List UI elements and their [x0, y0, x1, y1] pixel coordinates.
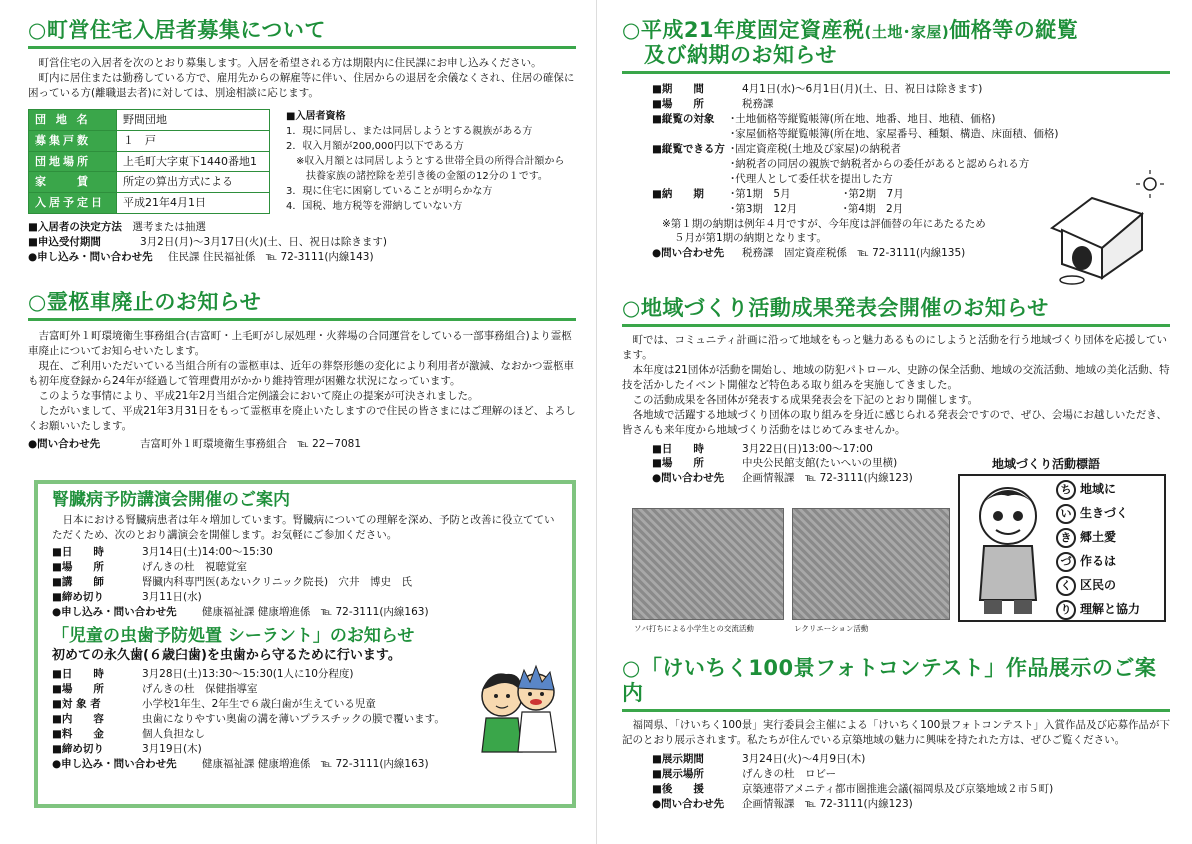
tax-section — [622, 18, 1170, 261]
hearse-section — [28, 290, 576, 451]
row-value: ･代理人として委任状を提出した方 — [730, 172, 893, 185]
table-key: 家 賃 — [29, 172, 117, 193]
row-value: 健康福祉課 健康増進係 ℡ 72-3111(内線163) — [202, 757, 429, 770]
kidney-details — [52, 545, 558, 620]
slogan-line — [1056, 598, 1140, 622]
photo-recreation — [792, 508, 950, 620]
table-key: 団地場所 — [29, 151, 117, 172]
row-value: げんきの杜 保健指導室 — [142, 683, 258, 696]
title-rule — [622, 71, 1170, 74]
row-value: 税務課 — [742, 98, 774, 111]
table-key: 団 地 名 — [29, 109, 117, 130]
paragraph: 現在、ご利用いただいている当組合所有の霊柩車は、近年の葬祭形態の変化により利用者が激減、なおかつ霊柩車も初年度登録から24年が経過して管理費用がかかり維持管理が困難な状況になっています。 — [28, 360, 574, 387]
row-value: 企画情報課 ℡ 72-3111(内線123) — [742, 797, 913, 810]
row-value: 税務課 固定資産税係 ℡ 72-3111(内線135) — [742, 247, 966, 260]
photo-soba — [632, 508, 784, 620]
paragraph: 吉富町外１町環境衛生事務組合(吉富町・上毛町がし尿処理・火葬場の合同運営をしている一部事務組合)より霊柩車廃止についてお知らせいたします。 — [28, 330, 572, 358]
title-rule — [622, 324, 1170, 327]
paragraph: したがいまして、平成21年3月31日をもって霊柩車を廃止いたしますので住民の皆さまにはご理解のほど、よろしくお願いいたします。 — [28, 404, 576, 432]
community-title: ○地域づくり活動成果発表会開催のお知らせ — [622, 296, 1049, 320]
row-label: ■入居者の決定方法 — [28, 220, 122, 233]
slogan-line — [1056, 478, 1140, 502]
row-label: ■場 所 — [52, 560, 104, 573]
note: ５月が第1期の納期となります。 — [674, 232, 827, 245]
row-value: ･納税者の同居の親族で納税者からの委任があると認められる方 — [730, 157, 1030, 170]
slogan-initial: い — [1056, 504, 1076, 524]
slogan-text: 作るは — [1080, 554, 1117, 569]
row-label: ■締め切り — [52, 590, 104, 603]
slogan-text: 理解と協力 — [1080, 602, 1141, 617]
hearse-body — [28, 329, 576, 433]
list-item: 1．現に同居し、または同居しようとする親族がある方 — [286, 125, 533, 137]
slogan-box — [958, 474, 1166, 622]
paragraph: 福岡県、「けいちく100景」実行委員会主催による「けいちく100景フォトコンテスト」入賞作品及び応募作品が下記のとおり展示されます。私たちが住んでいる京築地域の魅力に興味を持たれた方は、ぜひご覧ください。 — [622, 719, 1170, 747]
row-value: 3月14日(土)14:00～15:30 — [142, 546, 273, 559]
slogan-initial: り — [1056, 600, 1076, 620]
slogan-initial: き — [1056, 528, 1076, 548]
housing-table — [28, 109, 270, 214]
row-label: ■申込受付期間 — [28, 235, 101, 248]
table-value: 所定の算出方式による — [117, 172, 270, 193]
row-label: ■日 時 — [652, 442, 704, 455]
title-part: ○平成21年度固定資産税 — [622, 18, 865, 42]
row-value: ･土地価格等縦覧帳簿(所在地、地番、地目、地積、価格) — [730, 113, 996, 126]
row-label: ■縦覧の対象 — [652, 113, 715, 126]
row-label: ■期 間 — [652, 83, 704, 96]
row-label: ■展示場所 — [652, 768, 704, 781]
hearse-title: ○霊柩車廃止のお知らせ — [28, 290, 262, 314]
table-row — [29, 193, 270, 214]
row-value: ･家屋価格等縦覧帳簿(所在地、家屋番号、種類、構造、床面積、価格) — [730, 128, 1059, 141]
row-label: ■講 師 — [52, 575, 104, 588]
row-value: 京築連帯アメニティ都市圏推進会議(福岡県及び京築地域２市５町) — [742, 783, 1054, 795]
table-value: １ 戸 — [117, 130, 270, 151]
row-value: 4月1日(水)～6月1日(月)(土、日、祝日は除きます) — [742, 83, 983, 96]
row-label: ●問い合わせ先 — [28, 437, 101, 450]
community-body — [622, 333, 1170, 437]
row-value: 3月24日(火)～4月9日(木) — [742, 753, 866, 766]
row-value: 3月11日(水) — [142, 590, 202, 603]
paragraph: 各地域で活躍する地域づくり団体の取り組みを身近に感じられる発表会ですので、ぜひ、会場にお越しいただき、皆さんも来年度から地域づくり活動をはじめてみませんか。 — [622, 408, 1167, 436]
table-key: 募集戸数 — [29, 130, 117, 151]
row-value: 健康福祉課 健康増進係 ℡ 72-3111(内線163) — [202, 605, 429, 618]
row-value: 中央公民館支館(たいへいの里横) — [742, 457, 898, 470]
row-label: ■対 象 者 — [52, 698, 101, 711]
paragraph: この活動成果を各団体が発表する成果発表会を下記のとおり開催します。 — [632, 393, 979, 406]
row-value: 虫歯になりやすい奥歯の溝を薄いプラスチックの膜で覆います。 — [142, 713, 445, 726]
photo-caption: ソバ打ちによる小学生との交流活動 — [634, 624, 754, 633]
row-value: ･第1期 5月 ･第2期 7月 — [730, 187, 904, 200]
doghouse-illustration — [1042, 168, 1172, 288]
row-label: ●申し込み・問い合わせ先 — [52, 757, 177, 770]
row-label: ■締め切り — [52, 742, 104, 755]
row-value: 企画情報課 ℡ 72-3111(内線123) — [742, 472, 913, 485]
row-label: ●問い合わせ先 — [652, 797, 725, 810]
slogan-title: 地域づくり活動標語 — [992, 457, 1101, 471]
row-label: ■納 期 — [652, 187, 704, 200]
paragraph: 町営住宅の入居者を次のとおり募集します。入居を希望される方は期限内に住民課にお申し込みください。 — [38, 57, 542, 70]
row-value: 腎臓内科専門医(あないクリニック院長) 穴井 博史 氏 — [142, 575, 413, 588]
table-row — [29, 172, 270, 193]
slogan-line — [1056, 550, 1140, 574]
tax-title-line2: 及び納期のお知らせ — [644, 43, 837, 68]
row-label: ●申し込み・問い合わせ先 — [28, 250, 153, 263]
housing-body — [28, 56, 576, 101]
note: ※第１期の納期は例年４月ですが、今年度は評価替の年にあたるため — [662, 217, 986, 230]
row-label: ■場 所 — [652, 98, 704, 111]
row-value: 3月28日(土)13:30～15:30(1人に10分程度) — [142, 668, 354, 681]
photo-contest-title: ○「けいちく100景フォトコンテスト」作品展示のご案内 — [622, 656, 1157, 706]
slogan-text: 郷土愛 — [1080, 530, 1117, 545]
title-part: 価格等の縦覧 — [949, 18, 1079, 42]
row-label: ●申し込み・問い合わせ先 — [52, 605, 177, 618]
paragraph: 本年度は21団体が活動を開始し、地域の防犯パトロール、史跡の保全活動、地域の交流活動、地域の美化活動、特技を活かしたイベント開催など特色ある取り組みを実施してきました。 — [622, 364, 1170, 391]
tax-title — [622, 18, 1170, 43]
mascot-illustration — [964, 482, 1052, 618]
slogan-line — [1056, 502, 1140, 526]
children-illustration — [472, 662, 564, 758]
row-label: ●問い合わせ先 — [652, 472, 725, 485]
row-value: 3月22日(日)13:00～17:00 — [742, 442, 873, 455]
list-item: 扶養家族の諸控除を差引き後の金額の12分の１です。 — [286, 170, 548, 182]
table-row — [29, 151, 270, 172]
row-value: 小学校1年生、2年生で６歳臼歯が生えている児童 — [142, 698, 376, 711]
table-value: 野間団地 — [117, 109, 270, 130]
table-row — [29, 109, 270, 130]
row-label: ■展示期間 — [652, 753, 704, 766]
slogan-list — [1056, 478, 1140, 622]
paragraph: 町では、コミュニティ計画に沿って地域をもっと魅力あるものにしようと活動を行う地域づくり団体を応援しています。 — [622, 334, 1167, 362]
title-rule — [28, 46, 576, 49]
photo-contest-section — [622, 656, 1170, 812]
kidney-title: 腎臓病予防講演会開催のご案内 — [52, 490, 290, 510]
table-key: 入居予定日 — [29, 193, 117, 214]
page-divider — [596, 0, 597, 844]
hearse-contact — [28, 437, 576, 452]
list-item: 4．国税、地方税等を滞納していない方 — [286, 200, 463, 212]
table-row — [29, 130, 270, 151]
list-item: 2．収入月額が200,000円以下である方 — [286, 140, 464, 152]
slogan-text: 生きづく — [1080, 506, 1129, 521]
table-value: 平成21年4月1日 — [117, 193, 270, 214]
photo-contest-details — [622, 752, 1170, 812]
title-rule — [622, 709, 1170, 712]
slogan-text: 地域に — [1080, 482, 1117, 497]
list-item: 3．現に住宅に困窮していることが明らかな方 — [286, 185, 493, 197]
qualifications-title: ■入居者資格 — [286, 110, 346, 122]
paragraph: このような事情により、平成21年2月当組合定例議会において廃止の提案が可決されました。 — [38, 389, 479, 402]
row-value: 選考または抽選 — [132, 220, 206, 233]
row-value: 3月19日(木) — [142, 742, 202, 755]
row-label: ■縦覧できる方 — [652, 143, 725, 155]
slogan-initial: づ — [1056, 552, 1076, 572]
row-label: ■日 時 — [52, 668, 104, 681]
row-label: ■場 所 — [52, 683, 104, 696]
housing-section — [28, 18, 576, 265]
photo-caption: レクリエーション活動 — [794, 624, 869, 633]
qualifications — [286, 109, 564, 214]
housing-contact — [28, 220, 576, 265]
title-part: (土地･家屋) — [864, 23, 950, 41]
row-value: 住民課 住民福祉係 ℡ 72-3111(内線143) — [168, 250, 374, 263]
table-value: 上毛町大字東下1440番地1 — [117, 151, 270, 172]
row-value: ･固定資産税(土地及び家屋)の納税者 — [730, 143, 901, 155]
title-rule — [28, 318, 576, 321]
row-value: ･第3期 12月 ･第4期 2月 — [730, 202, 904, 215]
housing-title: ○町営住宅入居者募集について — [28, 18, 326, 42]
sealant-title: 「児童の虫歯予防処置 シーラント」のお知らせ — [52, 625, 415, 646]
row-label: ■料 金 — [52, 727, 104, 740]
health-box — [34, 480, 576, 808]
paragraph: 町内に居住または勤務している方で、雇用先からの解雇等に伴い、住居からの退居を余儀なくされ、住居の確保に困っている方(離職退去者)に対しては、別途相談に応じます。 — [28, 72, 575, 99]
slogan-initial: ち — [1056, 480, 1076, 500]
row-value: 吉富町外１町環境衛生事務組合 ℡ 22−7081 — [140, 437, 361, 450]
row-label: ●問い合わせ先 — [652, 247, 725, 260]
slogan-line — [1056, 526, 1140, 550]
sealant-subtitle: 初めての永久歯(６歳臼歯)を虫歯から守るために行います。 — [52, 647, 401, 663]
row-label: ■日 時 — [52, 546, 104, 559]
row-label: ■場 所 — [652, 457, 704, 470]
row-value: げんきの杜 ロビー — [742, 768, 837, 781]
slogan-initial: く — [1056, 576, 1076, 596]
slogan-text: 区民の — [1080, 578, 1117, 593]
row-value: 個人負担なし — [142, 727, 205, 740]
row-label: ■内 容 — [52, 713, 104, 726]
row-label: ■後 援 — [652, 783, 704, 795]
housing-details — [28, 109, 576, 214]
row-value: 3月2日(月)～3月17日(火)(土、日、祝日は除きます) — [140, 235, 387, 248]
row-value: げんきの杜 視聴覚室 — [142, 560, 247, 573]
paragraph: 日本における腎臓病患者は年々増加しています。腎臓病についての理解を深め、予防と改善に役立てていただくため、次のとおり講演会を開催します。お気軽にご参加ください。 — [52, 514, 555, 542]
slogan-line — [1056, 574, 1140, 598]
list-item: ※収入月額とは同居しようとする世帯全員の所得合計額から — [286, 155, 565, 167]
